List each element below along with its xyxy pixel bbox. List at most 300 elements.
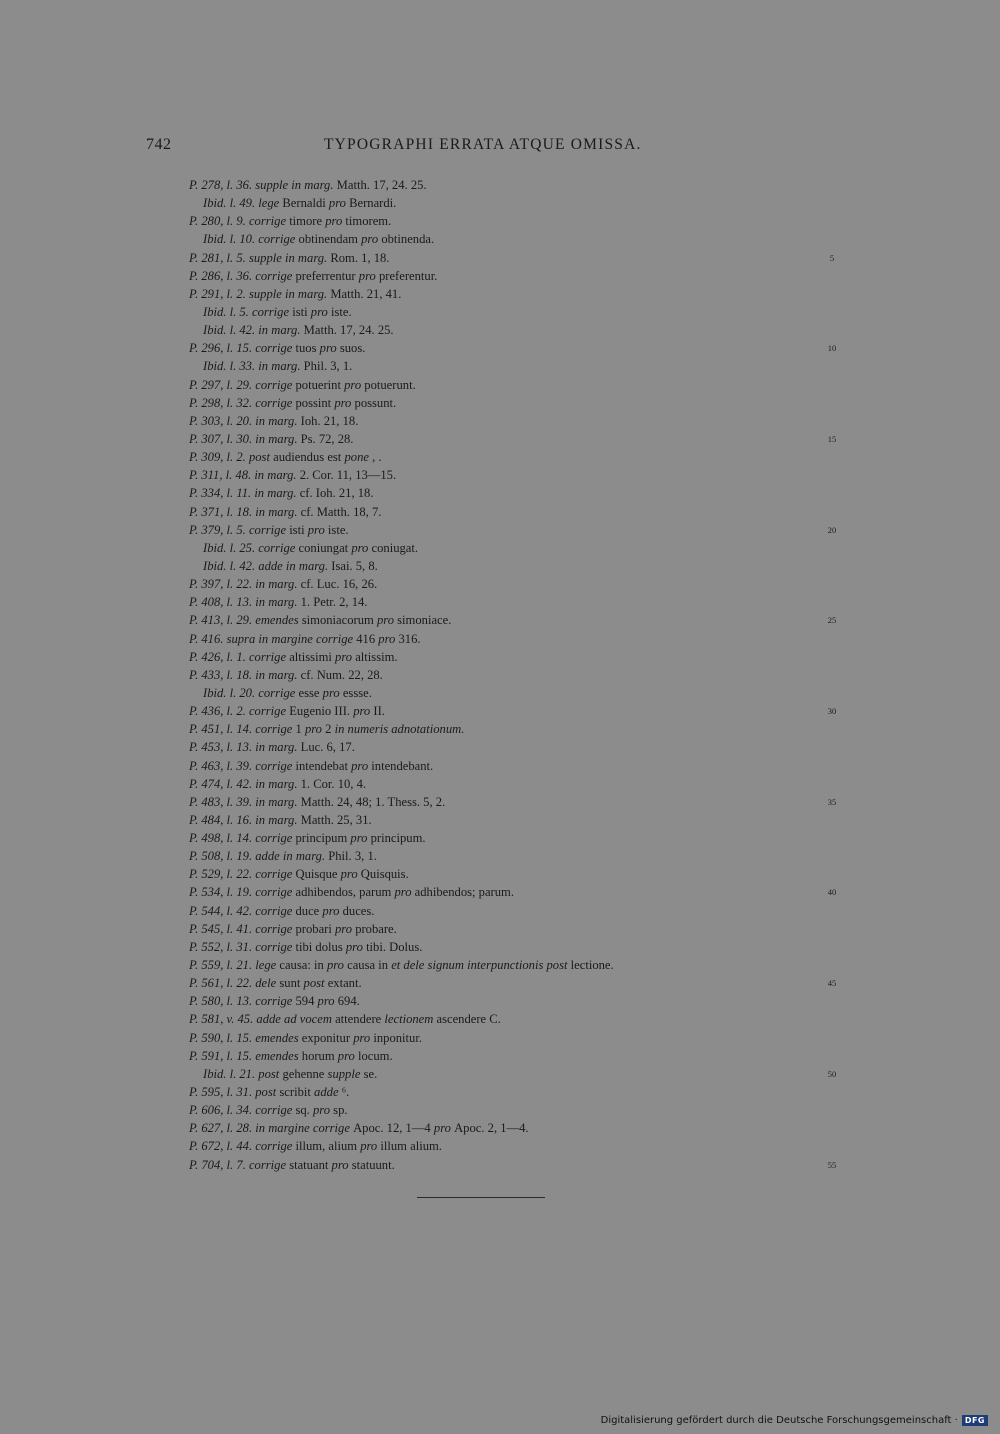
margin-line-number: 40 (827, 887, 837, 898)
errata-text: 2 (325, 722, 335, 737)
errata-entry (0, 974, 1000, 992)
errata-instruction: corrige (248, 704, 290, 719)
errata-instruction: adde in marg. (258, 558, 332, 573)
errata-instruction: pro (322, 903, 343, 918)
margin-line-number: 50 (827, 1068, 837, 1079)
errata-text: timore (289, 214, 326, 229)
errata-instruction: lege (258, 196, 283, 211)
errata-entry (0, 484, 1000, 502)
errata-entry (0, 684, 1000, 702)
margin-line-number: 25 (827, 615, 837, 626)
errata-entry-text (189, 811, 372, 829)
errata-entry (0, 176, 1000, 194)
errata-instruction: corrige (258, 540, 299, 555)
errata-instruction: P. 379, l. 5. (189, 522, 249, 537)
errata-instruction: pro (331, 1157, 352, 1172)
errata-instruction: pro (351, 540, 372, 555)
errata-instruction: emendes (255, 613, 302, 628)
errata-text: Matth. 25, 31. (300, 812, 372, 827)
errata-entry-text (189, 938, 422, 956)
errata-instruction: pro (319, 341, 340, 356)
errata-text: Matth. 21, 41. (330, 286, 402, 301)
errata-instruction: in marg. (255, 794, 301, 809)
errata-instruction: corrige (255, 921, 296, 936)
errata-text: suos. (339, 341, 366, 356)
errata-text: cf. Ioh. 21, 18. (299, 486, 374, 501)
errata-entry (0, 757, 1000, 775)
errata-instruction: in marg. (255, 504, 301, 519)
errata-instruction: adde in marg. (255, 849, 329, 864)
errata-entry (0, 194, 1000, 212)
margin-line-number: 20 (827, 524, 837, 535)
errata-instruction: P. 484, l. 16. (189, 812, 256, 827)
errata-instruction: P. 433, l. 18. (189, 667, 256, 682)
errata-instruction: pro (312, 1103, 334, 1118)
errata-text: simoniace. (397, 613, 452, 628)
errata-text: ascendere C. (436, 1012, 501, 1027)
errata-entry-text (189, 412, 358, 430)
dfg-logo-icon: DFG (962, 1415, 988, 1426)
errata-entry (0, 1065, 1000, 1083)
errata-instruction: lege (255, 958, 280, 973)
errata-text: Apoc. 12, 1—4 (353, 1121, 434, 1136)
errata-entry-text (203, 684, 372, 702)
errata-instruction: corrige (255, 1103, 296, 1118)
errata-entry-text (203, 321, 394, 339)
errata-text: cf. Matth. 18, 7. (300, 504, 382, 519)
errata-instruction: in marg. (255, 740, 301, 755)
errata-instruction: emendes (255, 1048, 302, 1063)
errata-instruction: Ibid. l. 42. (203, 558, 259, 573)
errata-text: adhibendos; parum. (414, 885, 514, 900)
errata-entry (0, 557, 1000, 575)
errata-instruction: P. 298, l. 32. (189, 395, 256, 410)
footer (601, 1415, 988, 1426)
errata-instruction: in marg. (255, 812, 301, 827)
errata-instruction: pro (326, 958, 348, 973)
errata-instruction: Ibid. l. 5. (203, 304, 252, 319)
errata-entry-text (189, 176, 427, 194)
errata-entry (0, 865, 1000, 883)
errata-entry-text (189, 1083, 349, 1101)
errata-text: 416 (356, 631, 379, 646)
errata-text: statuant (289, 1157, 332, 1172)
errata-entry-text (189, 738, 355, 756)
errata-entry-text (189, 883, 514, 901)
errata-entry-text (189, 920, 397, 938)
errata-entry-text (189, 212, 391, 230)
errata-instruction: pro (378, 631, 399, 646)
errata-text: horum (301, 1048, 338, 1063)
errata-entry (0, 811, 1000, 829)
errata-text: locum. (357, 1048, 393, 1063)
margin-line-number: 5 (829, 252, 835, 263)
errata-entry-text (189, 702, 385, 720)
errata-instruction: corrige (255, 1139, 296, 1154)
errata-text: scribit (279, 1085, 315, 1100)
errata-entry (0, 321, 1000, 339)
errata-entry (0, 466, 1000, 484)
errata-instruction: adde ad vocem (256, 1012, 336, 1027)
errata-entry (0, 611, 1000, 629)
errata-text: attendere (335, 1012, 385, 1027)
errata-text: 694. (337, 994, 360, 1009)
errata-text: tibi dolus (295, 939, 346, 954)
errata-text: isti (289, 522, 308, 537)
errata-entry-text (189, 630, 421, 648)
errata-entry (0, 503, 1000, 521)
errata-instruction: P. 281, l. 5. (189, 250, 249, 265)
errata-text: Bernardi. (349, 196, 397, 211)
errata-text: probari (295, 921, 335, 936)
errata-entry-text (189, 1047, 393, 1065)
errata-instruction: supple in marg. (248, 250, 331, 265)
errata-instruction: corrige (255, 341, 296, 356)
errata-entry-text (189, 992, 360, 1010)
errata-instruction: P. 303, l. 20. (189, 413, 256, 428)
errata-instruction: in marg. (255, 595, 301, 610)
errata-text: Matth. 17, 24. 25. (336, 178, 427, 192)
errata-text: isti (292, 304, 311, 319)
errata-text: II. (373, 704, 385, 719)
errata-instruction: pro (340, 867, 361, 882)
margin-line-number: 30 (827, 706, 837, 717)
errata-instruction: P. 474, l. 42. (189, 776, 256, 791)
errata-text: possint (295, 395, 335, 410)
errata-instruction: in numeris adnotationum. (334, 722, 465, 737)
errata-instruction: corrige (255, 885, 296, 900)
errata-text: , . (372, 450, 382, 465)
errata-entry (0, 376, 1000, 394)
errata-entry (0, 1137, 1000, 1155)
errata-entry (0, 1083, 1000, 1101)
errata-text: simoniacorum (301, 613, 377, 628)
errata-text: timorem. (345, 214, 392, 229)
errata-instruction: P. 534, l. 19. (189, 885, 256, 900)
errata-instruction: corrige (248, 522, 290, 537)
errata-text: principum (295, 831, 351, 846)
errata-entry-text (189, 720, 464, 738)
errata-entry (0, 249, 1000, 267)
errata-instruction: in marg. (258, 359, 304, 374)
errata-text: se. (363, 1066, 378, 1081)
errata-entry-text (189, 503, 381, 521)
errata-instruction: P. 483, l. 39. (189, 794, 256, 809)
errata-entry-text (203, 557, 378, 575)
errata-instruction: corrige (251, 304, 293, 319)
errata-text: audiendus est (273, 450, 345, 465)
errata-entry-text (203, 357, 352, 375)
errata-instruction: lectionem (384, 1012, 437, 1027)
errata-text: 1. Cor. 10, 4. (300, 776, 367, 791)
errata-entry (0, 285, 1000, 303)
errata-text: duces. (342, 903, 375, 918)
errata-entry (0, 1119, 1000, 1137)
errata-text: potuerint (295, 377, 345, 392)
errata-entry-text (203, 230, 434, 248)
errata-entry (0, 666, 1000, 684)
errata-entry-text (189, 757, 433, 775)
errata-text: ⁶. (341, 1085, 350, 1100)
errata-instruction: P. 286, l. 36. (189, 268, 256, 283)
errata-instruction: emendes (255, 1030, 302, 1045)
errata-entry-text (189, 865, 409, 883)
errata-text: Apoc. 2, 1—4. (454, 1121, 529, 1136)
errata-entry-text (189, 775, 366, 793)
errata-text: lectione. (570, 958, 614, 973)
errata-instruction: corrige (248, 649, 290, 664)
errata-entry (0, 775, 1000, 793)
errata-entry-text (189, 1156, 395, 1174)
errata-text: sp. (333, 1103, 348, 1118)
errata-instruction: supple (327, 1066, 364, 1081)
errata-entry-text (189, 466, 396, 484)
errata-text: potuerunt. (364, 377, 416, 392)
errata-entry (0, 793, 1000, 811)
errata-instruction: Ibid. l. 25. (203, 540, 259, 555)
errata-text: Rom. 1, 18. (330, 250, 390, 265)
errata-instruction: P. 606, l. 34. (189, 1103, 256, 1118)
errata-instruction: P. 704, l. 7. (189, 1157, 249, 1172)
errata-text: Eugenio III. (289, 704, 354, 719)
errata-instruction: post (248, 450, 274, 465)
running-head: TYPOGRAPHI ERRATA ATQUE OMISSA. (324, 136, 642, 153)
errata-text: possunt. (354, 395, 397, 410)
errata-text: iste. (330, 304, 352, 319)
errata-text: altissimi (289, 649, 336, 664)
errata-instruction: in marg. (254, 468, 300, 483)
errata-instruction: corrige (258, 685, 299, 700)
errata-entry-text (189, 974, 362, 992)
errata-instruction: P. 451, l. 14. (189, 722, 256, 737)
errata-entry (0, 938, 1000, 956)
errata-text: altissim. (355, 649, 398, 664)
errata-text: tibi. Dolus. (366, 939, 423, 954)
errata-text: Ioh. 21, 18. (300, 413, 359, 428)
errata-instruction: P. 595, l. 31. (189, 1085, 256, 1100)
errata-instruction: supple in marg. (248, 286, 331, 301)
errata-instruction: P. 544, l. 42. (189, 903, 256, 918)
errata-instruction: in marg. (258, 323, 304, 338)
errata-entry (0, 1029, 1000, 1047)
errata-text: 1 (295, 722, 305, 737)
errata-entry-text (189, 829, 426, 847)
errata-instruction: in marg. (254, 486, 300, 501)
end-rule (417, 1197, 545, 1198)
errata-entry-text (189, 902, 374, 920)
errata-instruction: dele (255, 976, 280, 991)
errata-text: exponitur (301, 1030, 354, 1045)
errata-instruction: P. 307, l. 30. (189, 431, 256, 446)
errata-instruction: corrige (255, 268, 296, 283)
errata-instruction: pro (335, 649, 356, 664)
errata-instruction: P. 672, l. 44. (189, 1139, 256, 1154)
errata-entry-text (189, 448, 382, 466)
errata-instruction: in marg. (255, 431, 301, 446)
errata-instruction: corrige (255, 395, 296, 410)
errata-instruction: Ibid. l. 21. (203, 1066, 259, 1081)
errata-instruction: pro (353, 1030, 374, 1045)
errata-entry (0, 267, 1000, 285)
errata-instruction: P. 397, l. 22. (189, 577, 256, 592)
errata-instruction: P. 296, l. 15. (189, 341, 256, 356)
errata-entry-text (189, 285, 401, 303)
errata-instruction: P. 581, v. 45. (189, 1012, 257, 1027)
errata-entry (0, 448, 1000, 466)
errata-instruction: post (303, 976, 328, 991)
errata-instruction: Ibid. l. 42. (203, 323, 259, 338)
margin-line-number: 45 (827, 978, 837, 989)
errata-instruction: P. 416. (189, 631, 227, 646)
errata-instruction: P. 426, l. 1. (189, 649, 249, 664)
errata-text: tuos (295, 341, 320, 356)
errata-entry (0, 738, 1000, 756)
errata-text: esse (298, 685, 323, 700)
errata-instruction: pro (310, 304, 331, 319)
errata-instruction: corrige (248, 214, 290, 229)
errata-instruction: P. 508, l. 19. (189, 849, 256, 864)
errata-instruction: corrige (255, 377, 296, 392)
errata-instruction: in margine corrige (255, 1121, 354, 1136)
errata-text: illum alium. (380, 1139, 442, 1154)
errata-text: sq. (295, 1103, 313, 1118)
errata-text: 594 (295, 994, 318, 1009)
errata-instruction: pro (335, 921, 356, 936)
errata-entry-text (203, 194, 396, 212)
margin-line-number: 35 (827, 796, 837, 807)
errata-instruction: pro (345, 939, 367, 954)
errata-text: Luc. 6, 17. (300, 740, 355, 755)
errata-instruction: pro (344, 377, 365, 392)
errata-instruction: Ibid. l. 10. (203, 232, 259, 247)
errata-text: Phil. 3, 1. (303, 359, 353, 374)
errata-entry-text (189, 847, 377, 865)
errata-entry (0, 702, 1000, 720)
errata-instruction: et dele signum interpunctionis post (391, 958, 571, 973)
errata-text: Ps. 72, 28. (300, 431, 354, 446)
errata-text: adhibendos, parum (295, 885, 395, 900)
errata-instruction: corrige (255, 831, 296, 846)
errata-entry (0, 920, 1000, 938)
errata-entry-text (189, 593, 367, 611)
errata-entry-text (189, 611, 451, 629)
errata-text: Matth. 17, 24. 25. (303, 323, 394, 338)
errata-entry-text (189, 249, 390, 267)
errata-text: 2. Cor. 11, 13—15. (299, 468, 397, 483)
errata-entry-text (189, 575, 377, 593)
errata-instruction: P. 580, l. 13. (189, 994, 256, 1009)
errata-entry (0, 430, 1000, 448)
errata-text: Bernaldi (282, 196, 329, 211)
errata-instruction: P. 529, l. 22. (189, 867, 256, 882)
errata-instruction: corrige (255, 939, 296, 954)
errata-instruction: corrige (255, 722, 296, 737)
errata-text: inponitur. (373, 1030, 423, 1045)
errata-entry-text (189, 793, 445, 811)
errata-entry (0, 303, 1000, 321)
errata-entry (0, 212, 1000, 230)
errata-entry (0, 648, 1000, 666)
errata-entry (0, 956, 1000, 974)
errata-instruction: Ibid. l. 33. (203, 359, 259, 374)
errata-text: iste. (327, 522, 349, 537)
errata-entry-text (189, 1010, 501, 1028)
errata-instruction: pro (376, 613, 398, 628)
errata-text: duce (295, 903, 323, 918)
errata-text: obtinendam (298, 232, 362, 247)
errata-entry-text (189, 376, 416, 394)
errata-instruction: P. 371, l. 18. (189, 504, 256, 519)
errata-entry (0, 1047, 1000, 1065)
errata-text: preferrentur (295, 268, 359, 283)
errata-text: coniungat (298, 540, 352, 555)
errata-text: coniugat. (371, 540, 419, 555)
errata-instruction: P. 278, l. 36. (189, 178, 256, 192)
errata-entry (0, 1156, 1000, 1174)
errata-entry-text (189, 484, 374, 502)
errata-entry-text (203, 539, 418, 557)
errata-entry-text (189, 1119, 529, 1137)
errata-instruction: post (255, 1085, 280, 1100)
errata-entry-text (189, 648, 398, 666)
errata-text: Isai. 5, 8. (331, 558, 378, 573)
errata-text: Matth. 24, 48; 1. Thess. 5, 2. (300, 794, 446, 809)
errata-instruction: P. 291, l. 2. (189, 286, 249, 301)
errata-instruction: in marg. (255, 776, 301, 791)
errata-instruction: P. 408, l. 13. (189, 595, 256, 610)
errata-instruction: corrige (255, 867, 296, 882)
errata-instruction: pro (317, 994, 338, 1009)
errata-instruction: corrige (255, 994, 296, 1009)
errata-instruction: P. 498, l. 14. (189, 831, 256, 846)
errata-entry (0, 992, 1000, 1010)
errata-instruction: P. 545, l. 41. (189, 921, 256, 936)
errata-instruction: pro (325, 214, 346, 229)
errata-instruction: pone (344, 450, 373, 465)
errata-entry-text (189, 1029, 422, 1047)
errata-text: cf. Luc. 16, 26. (300, 577, 378, 592)
errata-instruction: Ibid. l. 20. (203, 685, 259, 700)
errata-text: obtinenda. (381, 232, 435, 247)
errata-text: illum, alium (295, 1139, 361, 1154)
errata-instruction: P. 453, l. 13. (189, 740, 256, 755)
errata-instruction: in marg. (255, 667, 301, 682)
errata-entry (0, 539, 1000, 557)
errata-instruction: in marg. (255, 413, 301, 428)
errata-text: essse. (342, 685, 372, 700)
errata-instruction: pro (361, 232, 382, 247)
errata-entry (0, 883, 1000, 901)
errata-instruction: P. 334, l. 11. (189, 486, 255, 501)
errata-instruction: pro (351, 758, 372, 773)
errata-text: Quisquis. (360, 867, 409, 882)
errata-entry (0, 1010, 1000, 1028)
errata-instruction: pro (350, 831, 371, 846)
errata-entry (0, 575, 1000, 593)
errata-entry (0, 230, 1000, 248)
errata-instruction: pro (360, 1139, 381, 1154)
errata-instruction: pro (307, 522, 328, 537)
errata-instruction: P. 280, l. 9. (189, 214, 249, 229)
errata-instruction: corrige (248, 1157, 290, 1172)
errata-text: Quisque (295, 867, 341, 882)
errata-entry (0, 394, 1000, 412)
errata-entry (0, 357, 1000, 375)
errata-text: 316. (398, 631, 421, 646)
margin-line-number: 15 (827, 433, 837, 444)
errata-instruction: pro (304, 722, 326, 737)
errata-instruction: P. 559, l. 21. (189, 958, 256, 973)
